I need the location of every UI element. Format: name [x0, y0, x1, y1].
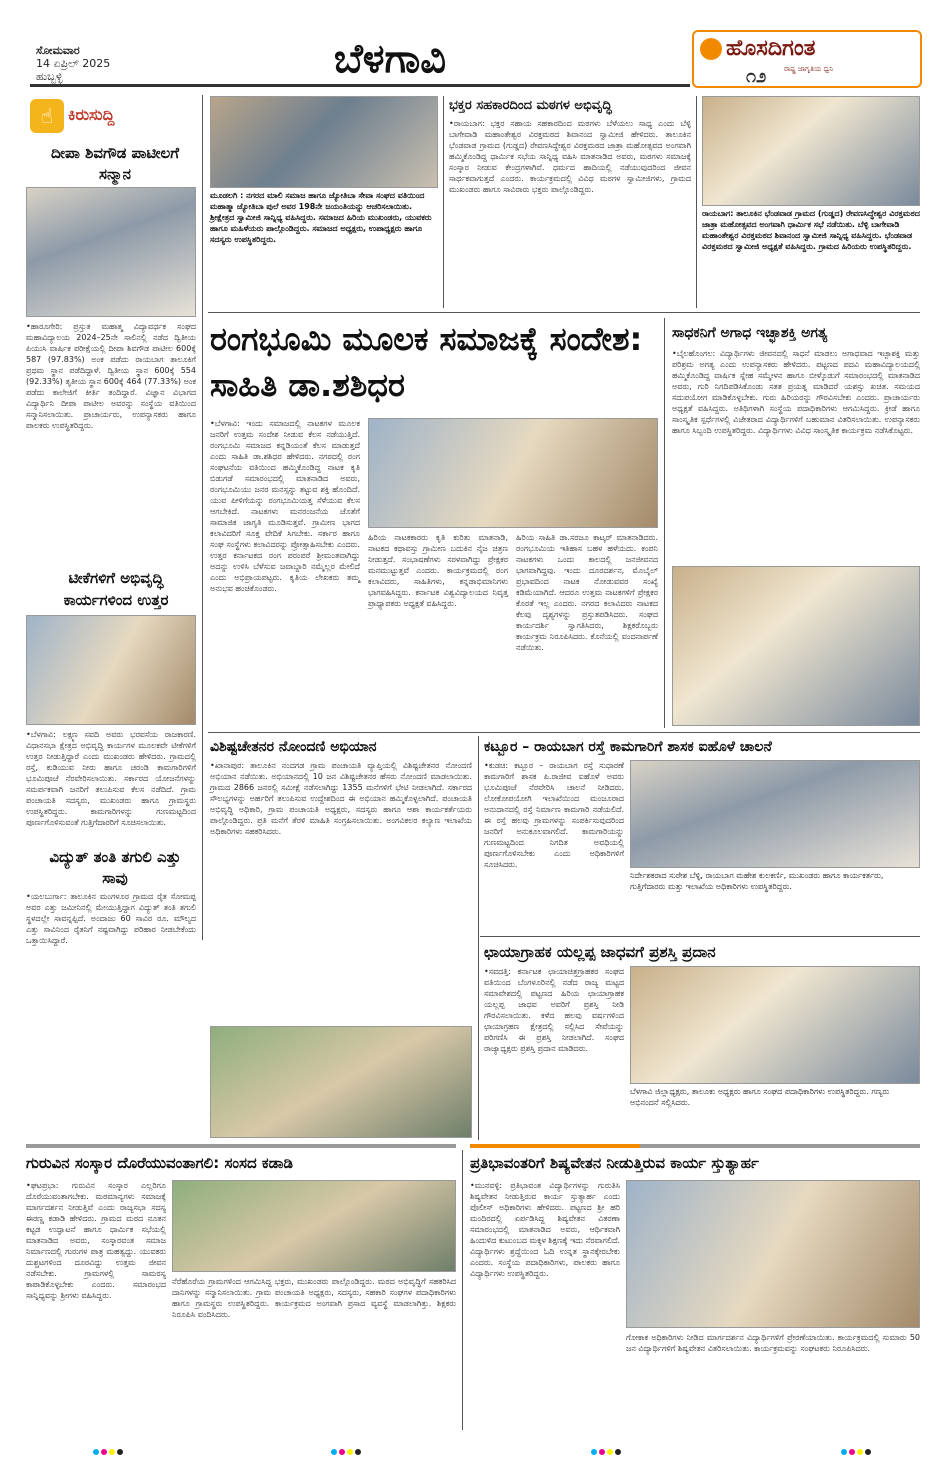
- divider-bottom: [462, 1150, 463, 1430]
- road-body: •ಕುಡಚಿ: ಕಟ್ಬೂರ – ರಾಯಬಾಗ ರಸ್ತೆ ಸುಧಾರಣೆ ಕಾಮಗಾರಿಗೆ ಶಾಸಕ ಪಿ.ರಾಜೀವ ಐಹೊಳೆ ಅವರು ಭೂಮಿಪೂಜೆ ನೆರವೇರಿಸಿ ಚಾಲನೆ ನೀಡಿದರು. ಲೋಕೋಪಯೋಗಿ ಇಲಾಖೆಯಿಂದ ಮಂಜೂರಾದ ಅನುದಾನದಲ್ಲಿ ರಸ್ತೆ ನಿರ್ಮಾಣ ಕಾಮಗಾರಿ ನಡೆಯಲಿದೆ. ಈ ರಸ್ತೆ ಹಲವು ಗ್ರಾಮಗಳನ್ನು ಸಂಪರ್ಕಿಸುವುದರಿಂದ ಜನರಿಗೆ ಅನುಕೂಲವಾಗಲಿದೆ. ಕಾಮಗಾರಿಯನ್ನು ಗುಣಮಟ್ಟದಿಂದ ನಿಗದಿತ ಅವಧಿಯಲ್ಲಿ ಪೂರ್ಣಗೊಳಿಸಬೇಕು ಎಂದು ಅಧಿಕಾರಿಗಳಿಗೆ ಸೂಚಿಸಿದರು.: [484, 761, 624, 869]
- kiru-header: [26, 95, 196, 139]
- day-text: ಸೋಮವಾರ: [36, 44, 80, 57]
- story3-body: •ಯಲಬುರ್ಗಾ: ತಾಲೂಕಿನ ಮಂಗಳೂರ ಗ್ರಾಮದ ರೈತ ಸೋಮಪ್ಪ ಅವರ ಎತ್ತು ಜಮೀನಿನಲ್ಲಿ ಮೇಯುತ್ತಿದ್ದಾಗ ವಿದ್ಯುತ್ ತಂತಿ ತಗುಲಿ ಸ್ಥಳದಲ್ಲೇ ಸಾವನ್ನಪ್ಪಿದೆ. ಅಂದಾಜು 60 ಸಾವಿರ ರೂ. ಮೌಲ್ಯದ ಎತ್ತು ಸಾವಿನಿಂದ ರೈತನಿಗೆ ನಷ್ಟವಾಗಿದ್ದು ಪರಿಹಾರ ನೀಡಬೇಕೆಂದು ಒತ್ತಾಯಿಸಿದ್ದಾರೆ.: [26, 892, 196, 945]
- paper-name: ಹೊಸದಿಗಂತ: [726, 36, 816, 61]
- scholar-body: •ಮುನವಳ್ಳಿ: ಪ್ರತಿಭಾವಂತ ವಿದ್ಯಾರ್ಥಿಗಳನ್ನು ಗುರುತಿಸಿ ಶಿಷ್ಯವೇತನ ನೀಡುತ್ತಿರುವ ಕಾರ್ಯ ಸ್ತುತ್ಯಾರ್ಹ ಎಂದು ಪೊಲೀಸ್ ಅಧಿಕಾರಿಗಳು ಹೇಳಿದರು. ಪಟ್ಟಣದ ಶ್ರೀ ಹರಿ ಮಂದಿರದಲ್ಲಿ ಏರ್ಪಡಿಸಿದ್ದ ಶಿಷ್ಯವೇತನ ವಿತರಣಾ ಸಮಾರಂಭದಲ್ಲಿ ಮಾತನಾಡಿದ ಅವರು, ಆರ್ಥಿಕವಾಗಿ ಹಿಂದುಳಿದ ಕುಟುಂಬದ ಮಕ್ಕಳ ಶಿಕ್ಷಣಕ್ಕೆ ಇದು ನೆರವಾಗಲಿದೆ. ವಿದ್ಯಾರ್ಥಿಗಳು ಶ್ರದ್ಧೆಯಿಂದ ಓದಿ ಉನ್ನತ ಸ್ಥಾನಕ್ಕೇರಬೇಕು ಎಂದರು. ಸಂಸ್ಥೆಯ ಪದಾಧಿಕಾರಿಗಳು, ಪಾಲಕರು ಹಾಗೂ ವಿದ್ಯಾರ್ಥಿಗಳು ಉಪಸ್ಥಿತರಿದ್ದರು.: [470, 1181, 620, 1278]
- award-caption: ಬೆಳಗಾವಿ ಜಿಲ್ಲಾಧ್ಯಕ್ಷರು, ತಾಲೂಕು ಅಧ್ಯಕ್ಷರು ಹಾಗೂ ಸಂಘದ ಪದಾಧಿಕಾರಿಗಳು ಉಪಸ್ಥಿತರಿದ್ದರು. ಗಣ್ಯರು ಅಭಿನಂದನೆ ಸಲ್ಲಿಸಿದರು.: [630, 1087, 890, 1107]
- city-text: ಹುಬ್ಬಳ್ಳಿ: [36, 70, 63, 83]
- divider-top-2: [696, 96, 697, 308]
- award-photo: [630, 966, 920, 1084]
- story3-title: ವಿದ್ಯುತ್ ತಂತಿ ತಗುಲಿ ಎತ್ತು ಸಾವು: [40, 847, 190, 889]
- story1-body: •ಹಾರೂಗೇರಿ: ಪ್ರಸ್ತುತ ಮಹಾತ್ಮ ವಿದ್ಯಾವರ್ಧಕ ಸಂಘದ ಮಹಾವಿದ್ಯಾಲಯ 2024–25ನೇ ಸಾಲಿನಲ್ಲಿ ನಡೆದ ದ್ವಿತೀಯ ಪಿಯುಸಿ ವಾರ್ಷಿಕ ಪರೀಕ್ಷೆಯಲ್ಲಿ ದೀಪಾ ಶಿವಗೌಡ ಪಾಟೀಲ 600ಕ್ಕೆ 587 (97.83%) ಅಂಕ ಪಡೆದು ರಾಯಬಾಗ ತಾಲೂಕಿಗೆ ಪ್ರಥಮ ಸ್ಥಾನ ಪಡೆದಿದ್ದಾಳೆ. ದ್ವಿತೀಯ ಸ್ಥಾನ 600ಕ್ಕೆ 554 (92.33%) ತೃತೀಯ ಸ್ಥಾನ 600ಕ್ಕೆ 464 (77.33%) ಅಂಕ ಪಡೆದು ಕಾಲೇಜಿಗೆ ಕೀರ್ತಿ ತಂದಿದ್ದಾರೆ. ವಿಜ್ಞಾನ ವಿಭಾಗದ ವಿದ್ಯಾರ್ಥಿನಿ ದೀಪಾ ಪಾಟೀಲ ಅವರನ್ನು ಸಂಸ್ಥೆಯ ವತಿಯಿಂದ ಸನ್ಮಾನಿಸಲಾಯಿತು. ಪ್ರಾಚಾರ್ಯರು, ಉಪನ್ಯಾಸಕರು ಹಾಗೂ ಪಾಲಕರು ಉಪಸ್ಥಿತರಿದ್ದರು.: [26, 322, 196, 430]
- scholar-title: ಪ್ರತಿಭಾವಂತರಿಗೆ ಶಿಷ್ಯವೇತನ ನೀಡುತ್ತಿರುವ ಕಾರ್ಯ ಸ್ತುತ್ಯಾರ್ಹ: [470, 1154, 759, 1172]
- masthead: [0, 0, 945, 92]
- rule-top-row: [208, 312, 920, 313]
- temple-caption: ರಾಯಬಾಗ: ತಾಲೂಕಿನ ಭೆಂಡವಾಡ ಗ್ರಾಮದ (ಗುಡ್ಡದ) ರೇವಣಸಿದ್ಧೇಶ್ವರ ವಿರಕ್ತಮಠದ ಜಾತ್ರಾ ಮಹೋತ್ಸವದ ಅಂಗವಾಗಿ ಧಾರ್ಮಿಕ ಸಭೆ ನಡೆಯಿತು. ಬೆಳ್ಳಿ ಬಾಗೇವಾಡಿ ಮಹಾಂತೇಶ್ವರ ವಿರಕ್ತಮಠದ ಶಿವಾನಂದ ಸ್ವಾಮೀಜಿ ಸಾನ್ನಿಧ್ಯ ವಹಿಸಿದ್ದರು. ಭೆಂಡವಾಡ ವಿರಕ್ತಮಠದ ಸ್ವಾಮೀಜಿ ಅಧ್ಯಕ್ಷತೆ ವಹಿಸಿದ್ದರು. ಗ್ರಾಮದ ಹಿರಿಯರು ಉಪಸ್ಥಿತರಿದ್ದರು.: [702, 209, 920, 251]
- story2-body: •ಬೆಳಗಾವಿ: ಲಕ್ಷ್ಮಣ ಸವದಿ ಅವರು ಭರವಸೆಯ ರಾಜಕಾರಣಿ. ವಿಧಾನಸಭಾ ಕ್ಷೇತ್ರದ ಅಭಿವೃದ್ಧಿ ಕಾರ್ಯಗಳ ಮೂಲಕವೇ ಟೀಕೆಗಳಿಗೆ ಉತ್ತರ ನೀಡುತ್ತಿದ್ದಾರೆ ಎಂದು ಮುಖಂಡರು ಹೇಳಿದರು. ಗ್ರಾಮದಲ್ಲಿ ರಸ್ತೆ, ಕುಡಿಯುವ ನೀರು ಹಾಗೂ ಚರಂಡಿ ಕಾಮಗಾರಿಗಳಿಗೆ ಭೂಮಿಪೂಜೆ ನೆರವೇರಿಸಲಾಯಿತು. ಸರ್ಕಾರದ ಯೋಜನೆಗಳನ್ನು ಸಮರ್ಪಕವಾಗಿ ಜನರಿಗೆ ತಲುಪಿಸುವ ಕೆಲಸ ನಡೆದಿದೆ. ಗ್ರಾಮ ಪಂಚಾಯತಿ ಸದಸ್ಯರು, ಮುಖಂಡರು ಹಾಗೂ ಗ್ರಾಮಸ್ಥರು ಉಪಸ್ಥಿತರಿದ್ದರು. ಕಾಮಗಾರಿಗಳನ್ನು ಗುಣಮಟ್ಟದಿಂದ ಪೂರ್ಣಗೊಳಿಸುವಂತೆ ಗುತ್ತಿಗೆದಾರರಿಗೆ ಸೂಚಿಸಲಾಯಿತು.: [26, 730, 196, 827]
- date-block: [36, 44, 176, 88]
- story1-title: ದೀಪಾ ಶಿವಗೌಡ ಪಾಟೀಲಗೆ ಸನ್ಮಾನ: [51, 144, 179, 183]
- road-photo: [630, 760, 920, 868]
- right-story-title: ಸಾಧಕನಿಗೆ ಅಗಾಧ ಇಚ್ಛಾಶಕ್ತಿ ಅಗತ್ಯ: [672, 325, 828, 341]
- divider-left: [202, 95, 203, 940]
- voter-body: •ಖಾನಾಪುರ: ತಾಲೂಕಿನ ನಂದಗಡ ಗ್ರಾಮ ಪಂಚಾಯತಿ ವ್ಯಾಪ್ತಿಯಲ್ಲಿ ವಿಶಿಷ್ಟಚೇತನರ ನೋಂದಣಿ ಅಭಿಯಾನ ನಡೆಯಿತು. ಅಭಿಯಾನದಲ್ಲಿ 10 ಜನ ವಿಶಿಷ್ಟಚೇತನರ ಹೆಸರು ನೋಂದಣಿ ಮಾಡಲಾಯಿತು. ಗ್ರಾಮದ 2866 ಜನರಲ್ಲಿ ಸಮೀಕ್ಷೆ ನಡೆಸಲಾಗಿದ್ದು 1355 ಮನೆಗಳಿಗೆ ಭೇಟಿ ನೀಡಲಾಗಿದೆ. ಸರ್ಕಾರದ ಸೌಲಭ್ಯಗಳನ್ನು ಅರ್ಹರಿಗೆ ತಲುಪಿಸುವ ಉದ್ದೇಶದಿಂದ ಈ ಅಭಿಯಾನ ಹಮ್ಮಿಕೊಳ್ಳಲಾಗಿದೆ. ಪಂಚಾಯತಿ ಅಭಿವೃದ್ಧಿ ಅಧಿಕಾರಿ, ಗ್ರಾಮ ಪಂಚಾಯತಿ ಅಧ್ಯಕ್ಷರು, ಸದಸ್ಯರು ಹಾಗೂ ಆಶಾ ಕಾರ್ಯಕರ್ತೆಯರು ಪಾಲ್ಗೊಂಡಿದ್ದರು. ಪ್ರತಿ ಮನೆಗೆ ತೆರಳಿ ಮಾಹಿತಿ ಸಂಗ್ರಹಿಸಲಾಯಿತು. ಅಂಗವಿಕಲರ ಕಲ್ಯಾಣ ಇಲಾಖೆಯ ಅಧಿಕಾರಿಗಳು ಸಹಕರಿಸಿದರು.: [210, 761, 472, 836]
- award-body: •ಸವದತ್ತಿ: ಕರ್ನಾಟಕ ಛಾಯಾಚಿತ್ರಗ್ರಾಹಕರ ಸಂಘದ ವತಿಯಿಂದ ಬೆಂಗಳೂರಿನಲ್ಲಿ ನಡೆದ ರಾಜ್ಯ ಮಟ್ಟದ ಸಮಾವೇಶದಲ್ಲಿ ಪಟ್ಟಣದ ಹಿರಿಯ ಛಾಯಾಗ್ರಾಹಕ ಯಲ್ಲಪ್ಪ ಜಾಧವ ಅವರಿಗೆ ಪ್ರಶಸ್ತಿ ನೀಡಿ ಗೌರವಿಸಲಾಯಿತು. ಕಳೆದ ಹಲವು ವರ್ಷಗಳಿಂದ ಛಾಯಾಗ್ರಹಣ ಕ್ಷೇತ್ರದಲ್ಲಿ ಸಲ್ಲಿಸಿದ ಸೇವೆಯನ್ನು ಪರಿಗಣಿಸಿ ಈ ಪ್ರಶಸ್ತಿ ನೀಡಲಾಗಿದೆ. ಸಂಘದ ರಾಜ್ಯಾಧ್ಯಕ್ಷರು ಪ್ರಶಸ್ತಿ ಪ್ರದಾನ ಮಾಡಿದರು.: [484, 967, 624, 1053]
- rule-road: [480, 936, 920, 937]
- divider-mid: [478, 736, 479, 1140]
- divider-lead: [664, 318, 665, 728]
- road-caption: ನಿರ್ದೇಶಕರಾದ ಸುರೇಶ ಬೆಳ್ಳಿ, ರಾಯಬಾಗ ಮಹೇಶ ಕುಲಕರ್ಣಿ, ಮುಖಂಡರು ಹಾಗೂ ಕಾರ್ಯಕರ್ತರು, ಗುತ್ತಿಗೆದಾರರು ಮತ್ತು ಇಲಾಖೆಯ ಅಧಿಕಾರಿಗಳು ಉಪಸ್ಥಿತರಿದ್ದರು.: [630, 871, 884, 891]
- date-text: 14 ಏಪ್ರಿಲ್ 2025: [36, 57, 111, 70]
- jyotiba-photo: [210, 96, 438, 188]
- lead-body-col2: ಹಿರಿಯ ನಾಟಕಕಾರರು ಕೃತಿ ಕುರಿತು ಮಾತನಾಡಿ, ನಾಟಕದ ಕಥಾವಸ್ತು ಗ್ರಾಮೀಣ ಬದುಕಿನ ನೈಜ ಚಿತ್ರಣ ನೀಡುತ್ತದೆ. ಸಂಭಾಷಣೆಗಳು ಸರಳವಾಗಿದ್ದು ಪ್ರೇಕ್ಷಕರ ಮನಮುಟ್ಟುತ್ತವೆ ಎಂದರು. ಕಾರ್ಯಕ್ರಮದಲ್ಲಿ ರಂಗ ಕಲಾವಿದರು, ಸಾಹಿತಿಗಳು, ಕನ್ನಡಾಭಿಮಾನಿಗಳು ಭಾಗವಹಿಸಿದ್ದರು. ಕರ್ನಾಟಕ ವಿಶ್ವವಿದ್ಯಾಲಯದ ನಿವೃತ್ತ ಪ್ರಾಧ್ಯಾಪಕರು ಅಧ್ಯಕ್ಷತೆ ವಹಿಸಿದ್ದರು.: [368, 533, 508, 608]
- paper-logo: [692, 30, 922, 88]
- pointing-hand-icon: ☝: [30, 99, 64, 133]
- logo-emblem-icon: [700, 38, 722, 60]
- section-bar-right: [470, 1144, 640, 1148]
- book-release-photo: [368, 418, 658, 528]
- math-body: •ರಾಯಬಾಗ: ಭಕ್ತರ ಸಹಾಯ ಸಹಕಾರದಿಂದ ಮಠಗಳು ಬೆಳೆಯಲು ಸಾಧ್ಯ ಎಂದು ಬೆಳ್ಳಿ ಬಾಗೇವಾಡಿ ಮಹಾಂತೇಶ್ವರ ವಿರಕ್ತಮಠದ ಶಿವಾನಂದ ಸ್ವಾಮೀಜಿ ಹೇಳಿದರು. ತಾಲೂಕಿನ ಭೆಂಡವಾಡ ಗ್ರಾಮದ (ಗುಡ್ಡದ) ರೇವಣಸಿದ್ಧೇಶ್ವರ ವಿರಕ್ತಮಠದ ಜಾತ್ರಾ ಮಹೋತ್ಸವದ ಅಂಗವಾಗಿ ಹಮ್ಮಿಕೊಂಡಿದ್ದ ಧಾರ್ಮಿಕ ಸಭೆಯ ಸಾನ್ನಿಧ್ಯ ವಹಿಸಿ ಮಾತನಾಡಿದ ಅವರು, ಮಠಗಳು ಸಮಾಜಕ್ಕೆ ಸಂಸ್ಕಾರ ನೀಡುವ ಕೇಂದ್ರಗಳಾಗಿವೆ. ಧರ್ಮದ ಹಾದಿಯಲ್ಲಿ ನಡೆಯುವುದರಿಂದ ಜೀವನ ಸಾರ್ಥಕವಾಗುತ್ತದೆ ಎಂದರು. ಕಾರ್ಯಕ್ರಮದಲ್ಲಿ ವಿವಿಧ ಮಠಗಳ ಸ್ವಾಮೀಜಿಗಳು, ಗ್ರಾಮದ ಮುಖಂಡರು ಹಾಗೂ ಸಾವಿರಾರು ಭಕ್ತರು ಪಾಲ್ಗೊಂಡಿದ್ದರು.: [449, 119, 691, 194]
- rule-lead: [208, 732, 920, 733]
- right-story-body: •ಬೈಲಹೊಂಗಲ: ವಿದ್ಯಾರ್ಥಿಗಳು ಜೀವನದಲ್ಲಿ ಸಾಧನೆ ಮಾಡಲು ಅಗಾಧವಾದ ಇಚ್ಛಾಶಕ್ತಿ ಮತ್ತು ಪರಿಶ್ರಮ ಅಗತ್ಯ ಎಂದು ಉಪನ್ಯಾಸಕರು ಹೇಳಿದರು. ಪಟ್ಟಣದ ಪದವಿ ಮಹಾವಿದ್ಯಾಲಯದಲ್ಲಿ ಹಮ್ಮಿಕೊಂಡಿದ್ದ ವಾರ್ಷಿಕ ಸ್ನೇಹ ಸಮ್ಮೇಳನ ಹಾಗೂ ಬೀಳ್ಕೊಡುಗೆ ಸಮಾರಂಭದಲ್ಲಿ ಮಾತನಾಡಿದ ಅವರು, ಗುರಿ ನಿಗದಿಪಡಿಸಿಕೊಂಡು ಸತತ ಪ್ರಯತ್ನ ಮಾಡಿದರೆ ಯಶಸ್ಸು ಖಚಿತ. ಸಮಯದ ಸದುಪಯೋಗ ಮಾಡಿಕೊಳ್ಳಬೇಕು. ಗುರು ಹಿರಿಯರನ್ನು ಗೌರವಿಸಬೇಕು ಎಂದರು. ಪ್ರಾಚಾರ್ಯರು ಅಧ್ಯಕ್ಷತೆ ವಹಿಸಿದ್ದರು. ಅತಿಥಿಗಳಾಗಿ ಸಂಸ್ಥೆಯ ಪದಾಧಿಕಾರಿಗಳು ಆಗಮಿಸಿದ್ದರು. ಕ್ರೀಡೆ ಹಾಗೂ ಸಾಂಸ್ಕೃತಿಕ ಸ್ಪರ್ಧೆಗಳಲ್ಲಿ ವಿಜೇತರಾದ ವಿದ್ಯಾರ್ಥಿಗಳಿಗೆ ಬಹುಮಾನ ವಿತರಿಸಲಾಯಿತು. ಉಪನ್ಯಾಸಕರು ಹಾಗೂ ಸಿಬ್ಬಂದಿ ಉಪಸ್ಥಿತರಿದ್ದರು. ವಿದ್ಯಾರ್ಥಿಗಳು ವಿವಿಧ ಸಾಂಸ್ಕೃತಿಕ ಕಾರ್ಯಕ್ರಮ ನಡೆಸಿಕೊಟ್ಟರು.: [672, 349, 920, 435]
- guru-body-col1: •ಘಟಪ್ರಭಾ: ಗುರುವಿನ ಸಂಸ್ಕಾರ ಎಲ್ಲರಿಗೂ ದೊರೆಯುವಂತಾಗಬೇಕು. ಮಠಮಾನ್ಯಗಳು ಸಮಾಜಕ್ಕೆ ಮಾರ್ಗದರ್ಶನ ನೀಡುತ್ತಿವೆ ಎಂದು ರಾಜ್ಯಸಭಾ ಸದಸ್ಯ ಈರಣ್ಣ ಕಡಾಡಿ ಹೇಳಿದರು. ಗ್ರಾಮದ ಮಠದ ನೂತನ ಕಟ್ಟಡ ಉದ್ಘಾಟನೆ ಹಾಗೂ ಧಾರ್ಮಿಕ ಸಭೆಯಲ್ಲಿ ಮಾತನಾಡಿದ ಅವರು, ಸಂಸ್ಕಾರವಂತ ಸಮಾಜ ನಿರ್ಮಾಣದಲ್ಲಿ ಗುರುಗಳ ಪಾತ್ರ ಮಹತ್ವದ್ದು. ಯುವಕರು ದುಶ್ಚಟಗಳಿಂದ ದೂರವಿದ್ದು ಉತ್ತಮ ಜೀವನ ನಡೆಸಬೇಕು. ಗ್ರಾಮಗಳಲ್ಲಿ ಸಾಮರಸ್ಯ ಕಾಪಾಡಿಕೊಳ್ಳಬೇಕು ಎಂದರು. ಸಮಾರಂಭದ ಸಾನ್ನಿಧ್ಯವನ್ನು ಶ್ರೀಗಳು ವಹಿಸಿದ್ದರು.: [26, 1181, 166, 1300]
- guru-body-col2: ನೆರೆಹೊರೆಯ ಗ್ರಾಮಗಳಿಂದ ಆಗಮಿಸಿದ್ದ ಭಕ್ತರು, ಮುಖಂಡರು ಪಾಲ್ಗೊಂಡಿದ್ದರು. ಮಠದ ಅಭಿವೃದ್ಧಿಗೆ ಸಹಕರಿಸಿದ ದಾನಿಗಳನ್ನು ಸನ್ಮಾನಿಸಲಾಯಿತು. ಗ್ರಾಮ ಪಂಚಾಯತಿ ಅಧ್ಯಕ್ಷರು, ಸದಸ್ಯರು, ಸಹಕಾರಿ ಸಂಘಗಳ ಪದಾಧಿಕಾರಿಗಳು ಹಾಗೂ ಗ್ರಾಮಸ್ಥರು ಉಪಸ್ಥಿತರಿದ್ದರು. ಕಾರ್ಯಕ್ರಮದ ಅಂಗವಾಗಿ ಪ್ರಸಾದ ವ್ಯವಸ್ಥೆ ಮಾಡಲಾಗಿತ್ತು. ಶಿಕ್ಷಕರು ನಿರೂಪಿಸಿ ವಂದಿಸಿದರು.: [172, 1277, 456, 1319]
- voter-photo: [210, 1026, 472, 1138]
- masthead-rule-left: [30, 84, 690, 87]
- guru-title: ಗುರುವಿನ ಸಂಸ್ಕಾರ ದೊರೆಯುವಂತಾಗಲಿ: ಸಂಸದ ಕಡಾಡಿ: [26, 1154, 293, 1172]
- lead-headline: ರಂಗಭೂಮಿ ಮೂಲಕ ಸಮಾಜಕ್ಕೆ ಸಂದೇಶ: ಸಾಹಿತಿ ಡಾ.ಶಶಿಧರ: [210, 320, 643, 404]
- development-photo: [26, 615, 196, 725]
- print-dots-left: [92, 1440, 152, 1450]
- section-bar-left: [26, 1144, 456, 1148]
- print-dots-right: [840, 1440, 900, 1450]
- scholar-body-2: ಗೋಕಾಕ ಅಧಿಕಾರಿಗಳು ನೀಡಿದ ಮಾರ್ಗದರ್ಶನ ವಿದ್ಯಾರ್ಥಿಗಳಿಗೆ ಪ್ರೇರಣೆಯಾಯಿತು. ಕಾರ್ಯಕ್ರಮದಲ್ಲಿ ಸುಮಾರು 50 ಜನ ವಿದ್ಯಾರ್ಥಿಗಳಿಗೆ ಶಿಷ್ಯವೇತನ ವಿತರಿಸಲಾಯಿತು. ಕಾರ್ಯಕ್ರಮವನ್ನು ಸಂಘಟಕರು ನಿರೂಪಿಸಿದರು.: [626, 1333, 920, 1353]
- lead-body-col1: •ಬೆಳಗಾವಿ: ಇಂದು ಸಮಾಜದಲ್ಲಿ ನಾಟಕಗಳ ಮೂಲಕ ಜನರಿಗೆ ಉತ್ತಮ ಸಂದೇಶ ನೀಡುವ ಕೆಲಸ ನಡೆಯುತ್ತಿದೆ. ರಂಗಭೂಮಿ ಸಮಾಜದ ಕನ್ನಡಿಯಂತೆ ಕೆಲಸ ಮಾಡುತ್ತದೆ ಎಂದು ಸಾಹಿತಿ ಡಾ.ಶಶಿಧರ ಹೇಳಿದರು. ನಗರದಲ್ಲಿ ರಂಗ ಸಂಘಟನೆಯ ವತಿಯಿಂದ ಹಮ್ಮಿಕೊಂಡಿದ್ದ ನಾಟಕ ಕೃತಿ ಬಿಡುಗಡೆ ಸಮಾರಂಭದಲ್ಲಿ ಮಾತನಾಡಿದ ಅವರು, ರಂಗಭೂಮಿಯು ಜನರ ಮನಸ್ಸನ್ನು ತಟ್ಟುವ ಶಕ್ತಿ ಹೊಂದಿದೆ. ಯುವ ಪೀಳಿಗೆಯನ್ನು ರಂಗಭೂಮಿಯತ್ತ ಸೆಳೆಯುವ ಕೆಲಸ ಆಗಬೇಕಿದೆ. ನಾಟಕಗಳು ಮನರಂಜನೆಯ ಜೊತೆಗೆ ಸಾಮಾಜಿಕ ಜಾಗೃತಿ ಮೂಡಿಸುತ್ತವೆ. ಗ್ರಾಮೀಣ ಭಾಗದ ಕಲಾವಿದರಿಗೆ ಸೂಕ್ತ ವೇದಿಕೆ ಸಿಗಬೇಕು. ಸರ್ಕಾರ ಹಾಗೂ ಸಂಘ ಸಂಸ್ಥೆಗಳು ಕಲಾವಿದರನ್ನು ಪ್ರೋತ್ಸಾಹಿಸಬೇಕು ಎಂದರು. ಉತ್ತರ ಕರ್ನಾಟಕದ ರಂಗ ಪರಂಪರೆ ಶ್ರೀಮಂತವಾಗಿದ್ದು ಅದನ್ನು ಉಳಿಸಿ ಬೆಳೆಸುವ ಜವಾಬ್ದಾರಿ ನಮ್ಮೆಲ್ಲರ ಮೇಲಿದೆ ಎಂದು ಅಭಿಪ್ರಾಯಪಟ್ಟರು. ಕೃತಿಯ ಲೇಖಕರು ತಮ್ಮ ಅನುಭವ ಹಂಚಿಕೊಂಡರು.: [210, 419, 360, 593]
- road-title: ಕಟ್ಬೂರ – ರಾಯಬಾಗ ರಸ್ತೆ ಕಾಮಗಾರಿಗೆ ಶಾಸಕ ಐಹೊಳೆ ಚಾಲನೆ: [484, 739, 772, 755]
- divider-top-1: [443, 96, 444, 308]
- math-title: ಭಕ್ತರ ಸಹಕಾರದಿಂದ ಮಠಗಳ ಅಭಿವೃದ್ಧಿ: [449, 98, 612, 113]
- story2-title: ಟೀಕೆಗಳಿಗೆ ಅಭಿವೃದ್ಧಿ ಕಾರ್ಯಗಳಿಂದ ಉತ್ತರ: [63, 569, 169, 609]
- section-bar-right-2: [640, 1144, 920, 1148]
- guru-photo: [172, 1180, 456, 1272]
- award-title: ಛಾಯಾಗ್ರಾಹಕ ಯಲ್ಲಪ್ಪ ಜಾಧವಗೆ ಪ್ರಶಸ್ತಿ ಪ್ರದಾನ: [484, 943, 716, 961]
- print-dots-mid: [330, 1440, 390, 1450]
- deepa-photo: [26, 187, 196, 317]
- paper-tagline: ರಾಷ್ಟ್ರ ಜಾಗೃತಿಯ ಧ್ವನಿ: [784, 65, 834, 73]
- print-dots-mid2: [590, 1440, 650, 1450]
- page-number: ೧೨: [746, 66, 767, 87]
- voter-title: ವಿಶಿಷ್ಟಚೇತನರ ನೋಂದಣಿ ಅಭಿಯಾನ: [210, 739, 377, 755]
- section-title: ಬೆಳಗಾವಿ: [333, 36, 447, 82]
- jyotiba-caption: ಮೂಡಲಗಿ : ನಗರದ ಮಾಲಿ ಸಮಾಜ ಹಾಗೂ ಜ್ಯೋತಿಬಾ ಸೇವಾ ಸಂಘದ ವತಿಯಿಂದ ಮಹಾತ್ಮಾ ಜ್ಯೋತಿಬಾ ಪುಲೆ ಅವರ 198ನೇ ಜಯಂತಿಯನ್ನು ಆಚರಿಸಲಾಯಿತು. ಶ್ರೀಕ್ಷೇತ್ರದ ಸ್ವಾಮೀಜಿ ಸಾನ್ನಿಧ್ಯ ವಹಿಸಿದ್ದರು. ಸಮಾಜದ ಹಿರಿಯ ಮುಖಂಡರು, ಯುವಕರು ಹಾಗೂ ಮಹಿಳೆಯರು ಪಾಲ್ಗೊಂಡಿದ್ದರು. ಸಮಾಜದ ಅಧ್ಯಕ್ಷರು, ಉಪಾಧ್ಯಕ್ಷರು ಹಾಗೂ ಸದಸ್ಯರು ಉಪಸ್ಥಿತರಿದ್ದರು.: [210, 191, 432, 244]
- temple-photo: [702, 96, 920, 206]
- scholar-photo: [626, 1180, 920, 1328]
- lead-body-col3: ಹಿರಿಯ ಸಾಹಿತಿ ಡಾ.ಸರಜೂ ಕಾಟ್ಕರ್ ಮಾತನಾಡಿದರು. ರಂಗಭೂಮಿಯ ಇತಿಹಾಸ ಬಹಳ ಹಳೆಯದು. ಕಂಪನಿ ನಾಟಕಗಳು ಒಂದು ಕಾಲದಲ್ಲಿ ಜನಜೀವನದ ಭಾಗವಾಗಿದ್ದವು. ಇಂದು ದೂರದರ್ಶನ, ಮೊಬೈಲ್ ಪ್ರಭಾವದಿಂದ ನಾಟಕ ನೋಡುವವರ ಸಂಖ್ಯೆ ಕಡಿಮೆಯಾಗಿದೆ. ಆದರೂ ಉತ್ತಮ ನಾಟಕಗಳಿಗೆ ಪ್ರೇಕ್ಷಕರ ಕೊರತೆ ಇಲ್ಲ ಎಂದರು. ನಗರದ ಕಲಾವಿದರು ನಾಟಕದ ಕೆಲವು ದೃಶ್ಯಗಳನ್ನು ಪ್ರಸ್ತುತಪಡಿಸಿದರು. ಸಂಘದ ಕಾರ್ಯದರ್ಶಿ ಸ್ವಾಗತಿಸಿದರು, ಶಿಕ್ಷಕರೊಬ್ಬರು ಕಾರ್ಯಕ್ರಮ ನಿರೂಪಿಸಿದರು. ಕೊನೆಯಲ್ಲಿ ವಂದನಾರ್ಪಣೆ ನಡೆಯಿತು.: [516, 533, 658, 652]
- college-photo: [672, 566, 920, 726]
- kiru-suddi-column: [26, 95, 196, 945]
- kiru-label: ಕಿರುಸುದ್ದಿ: [68, 105, 115, 124]
